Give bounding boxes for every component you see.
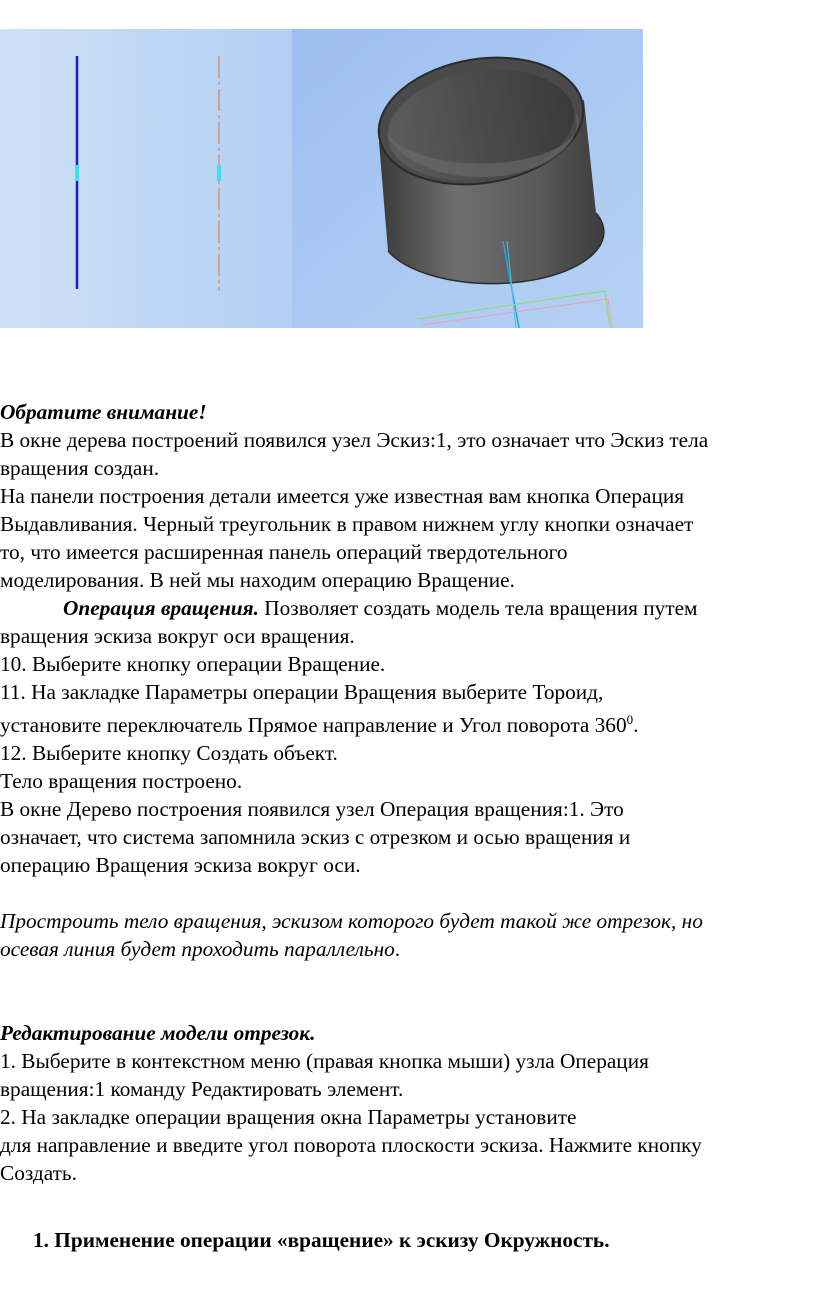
- sketch-viewport: [0, 29, 292, 328]
- edit-step-1: 1. Выберите в контекстном меню (правая кнопка мыши) узла Операция: [0, 1049, 649, 1074]
- step-11-text: установите переключатель Прямое направление и Угол поворота 360: [0, 713, 627, 738]
- paragraph-line: Выдавливания. Черный треугольник в правом нижнем углу кнопки означает: [0, 512, 694, 536]
- task-end: .: [394, 937, 401, 962]
- degree-superscript: 0: [626, 712, 634, 727]
- step-10: 10. Выберите кнопку операции Вращение.: [0, 652, 386, 676]
- axis-midpoint-marker: [217, 165, 221, 181]
- paragraph-line: моделирования. В ней мы находим операцию Вращение.: [0, 568, 515, 592]
- paragraph-line: то, что имеется расширенная панель операций твердотельного: [0, 540, 568, 564]
- task-line: [0, 935, 816, 963]
- paragraph-line: На панели построения детали имеется уже известная вам кнопка Операция: [0, 484, 685, 508]
- paragraph-line: вращения эскиза вокруг оси вращения.: [0, 624, 355, 648]
- edit-step-1-cont: вращения:1 команду Редактировать элемент.: [0, 1077, 404, 1102]
- paragraph-line: вращения создан.: [0, 456, 160, 480]
- step-11-end: .: [633, 713, 639, 738]
- edit-step-2-cont: для направление и введите угол поворота плоскости эскиза. Нажмите кнопку: [0, 1133, 702, 1158]
- cad-screenshot: [0, 29, 643, 328]
- result-line: Тело вращения построено.: [0, 769, 243, 794]
- segment-midpoint-marker: [75, 165, 79, 181]
- paragraph-line: означает, что система запомнила эскиз с отрезком и осью вращения и: [0, 825, 631, 850]
- notice-title: Обратите внимание!: [0, 400, 207, 424]
- operation-description: [0, 594, 816, 622]
- task-text: осевая линия будет проходить параллельно: [0, 937, 395, 962]
- edit-step-2-end: Создать.: [0, 1161, 77, 1186]
- operation-text: Позволяет создать модель тела вращения путем: [258, 596, 698, 620]
- edit-title: Редактирование модели отрезок.: [0, 1021, 316, 1046]
- step-12: 12. Выберите кнопку Создать объект.: [0, 741, 338, 766]
- paragraph-line: операцию Вращения эскиза вокруг оси.: [0, 853, 361, 878]
- paragraph-line: В окне дерева построений появился узел Эскиз:1, это означает что Эскиз тела: [0, 428, 709, 452]
- section-heading: 1. Применение операции «вращение» к эскизу Окружность.: [33, 1228, 610, 1252]
- task-line: Простроить тело вращения, эскизом которого будет такой же отрезок, но: [0, 909, 703, 934]
- paragraph-line: В окне Дерево построения появился узел Операция вращения:1. Это: [0, 797, 624, 822]
- step-11: 11. На закладке Параметры операции Вращения выберите Тороид,: [0, 680, 604, 704]
- operation-title: Операция вращения.: [63, 596, 259, 620]
- document-body: [0, 398, 816, 1187]
- model-viewport: [292, 29, 643, 328]
- step-11-cont: [0, 706, 816, 739]
- edit-step-2: 2. На закладке операции вращения окна Параметры установите: [0, 1105, 577, 1130]
